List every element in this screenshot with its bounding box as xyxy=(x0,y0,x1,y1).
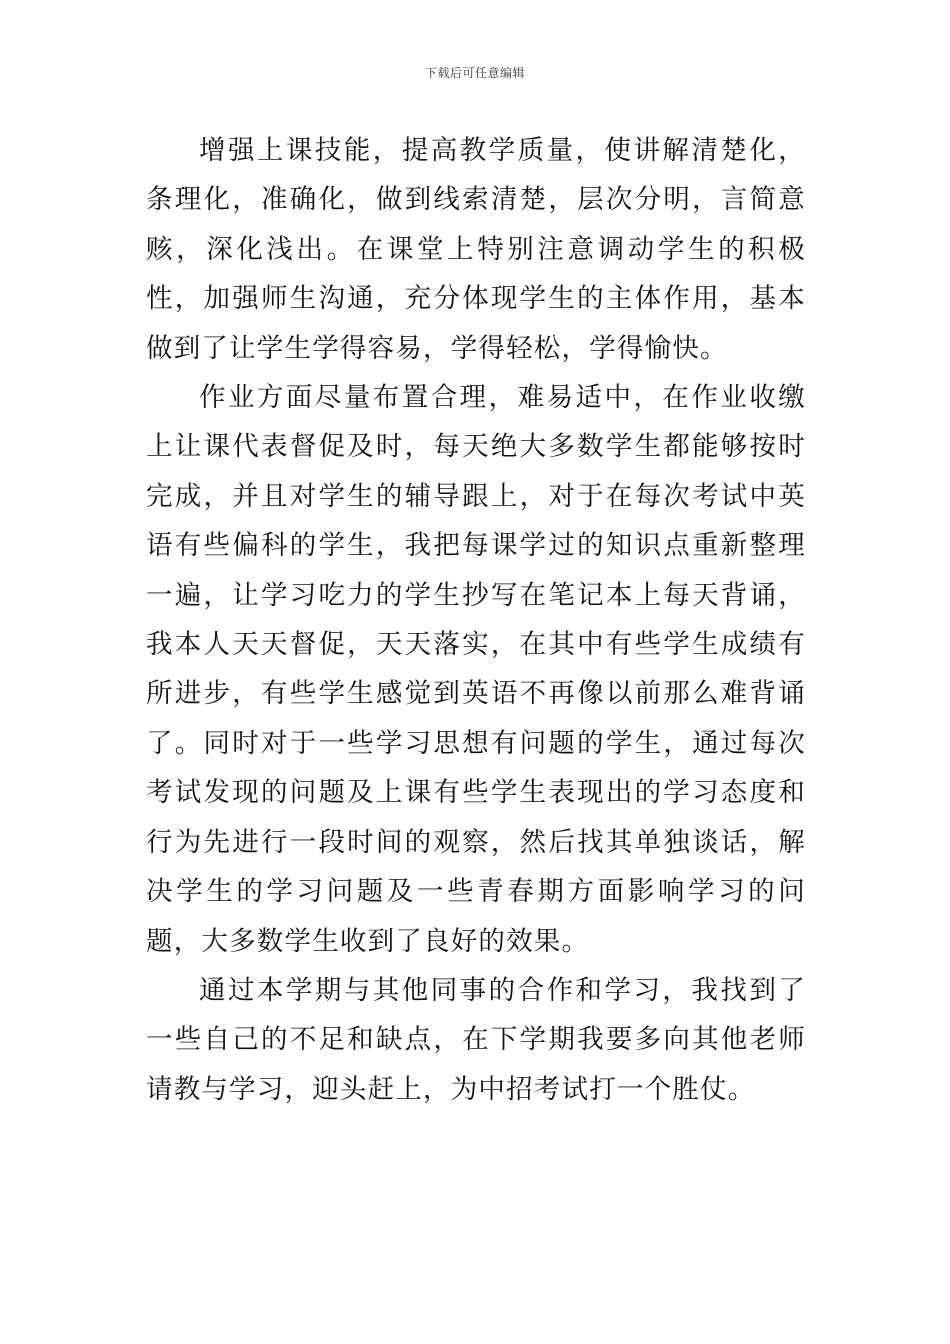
document-body xyxy=(146,126,806,1114)
paragraph-homework: 作业方面尽量布置合理，难易适中，在作业收缴上让课代表督促及时，每天绝大多数学生都能够按时完成，并且对学生的辅导跟上，对于在每次考试中英语有些偏科的学生，我把每课学过的知识点重新整理一遍，让学习吃力的学生抄写在笔记本上每天背诵，我本人天天督促，天天落实，在其中有些学生成绩有所进步，有些学生感觉到英语不再像以前那么难背诵了。同时对于一些学习思想有问题的学生，通过每次考试发现的问题及上课有些学生表现出的学习态度和行为先进行一段时间的观察，然后找其单独谈话，解决学生的学习问题及一些青春期方面影响学习的问题，大多数学生收到了良好的效果。 xyxy=(146,382,806,957)
page-header: 下载后可任意编辑 xyxy=(424,66,525,80)
paragraph-teaching-skills: 增强上课技能，提高教学质量，使讲解清楚化，条理化，准确化，做到线索清楚，层次分明，言简意赅，深化浅出。在课堂上特别注意调动学生的积极性，加强师生沟通，充分体现学生的主体作用，基本做到了让学生学得容易，学得轻松，学得愉快。 xyxy=(146,135,806,364)
paragraph-self-reflection: 通过本学期与其他同事的合作和学习，我找到了一些自己的不足和缺点，在下学期我要多向其他老师请教与学习，迎头赶上，为中招考试打一个胜仗。 xyxy=(146,974,806,1105)
